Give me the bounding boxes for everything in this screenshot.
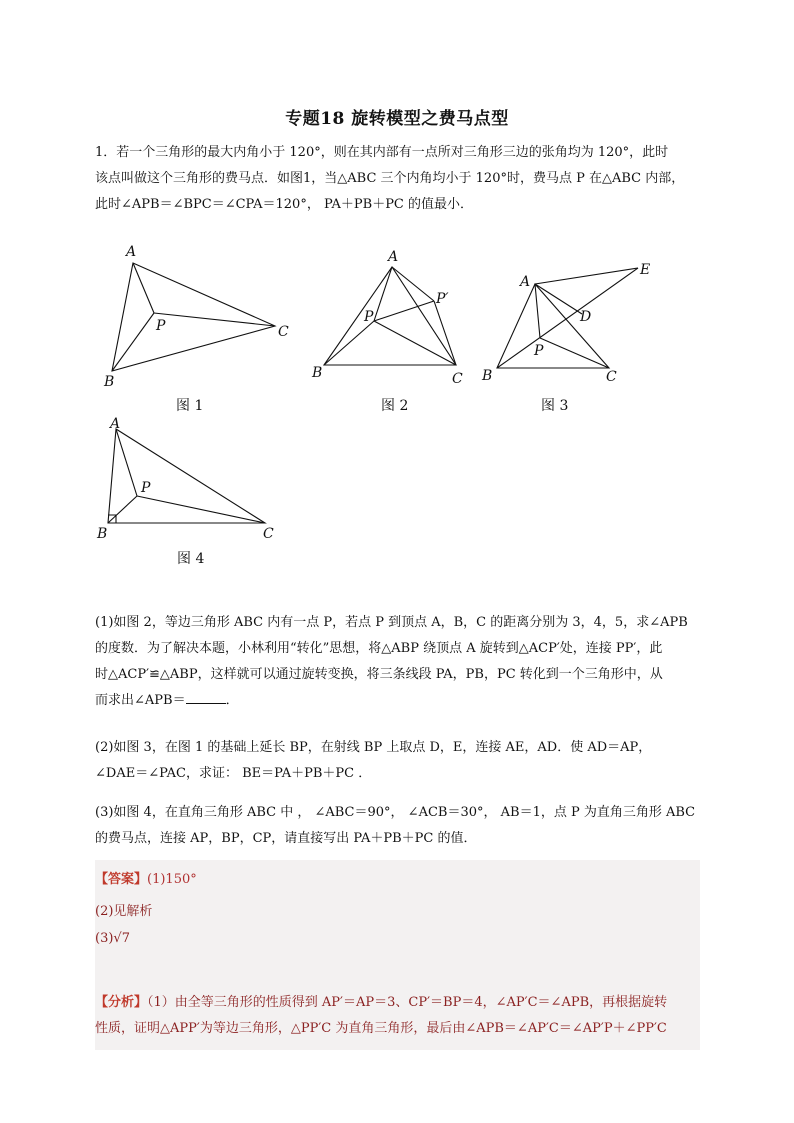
figure-3 xyxy=(480,258,660,388)
fig1-line-pc xyxy=(154,313,275,326)
fig3-label-b: B xyxy=(482,368,493,384)
fig3-line-ae xyxy=(535,268,638,284)
fig3-line-ad xyxy=(535,284,582,314)
question-2 xyxy=(95,735,705,787)
page-title: 专题18 旋转模型之费马点型 xyxy=(285,109,509,129)
fig4-label-b: B xyxy=(97,526,108,542)
fig3-caption: 图 3 xyxy=(541,398,569,414)
answer-tag: 【答案】 xyxy=(95,872,148,887)
q2-line-2: ∠DAE＝∠PAC，求证： BE＝PA＋PB＋PC ． xyxy=(95,766,372,781)
q1-line-4-prefix: 而求出∠APB＝ xyxy=(95,693,186,708)
fig2-line-pb xyxy=(324,321,374,365)
analysis-line-1 xyxy=(95,990,703,1016)
fig3-label-d: D xyxy=(580,309,592,325)
fig2-label-p: P xyxy=(364,309,374,325)
question-3 xyxy=(95,800,705,852)
fig4-line-pc xyxy=(137,496,265,523)
fig1-label-c: C xyxy=(278,324,289,340)
figure-1 xyxy=(100,240,300,390)
fig3-line-ap xyxy=(535,284,540,338)
fig4-triangle xyxy=(108,429,265,523)
fig4-label-a: A xyxy=(110,416,121,432)
fig4-label-p: P xyxy=(141,480,151,496)
fig2-label-p-prime: P′ xyxy=(436,291,449,307)
fig3-label-e: E xyxy=(640,262,651,278)
fig2-line-pa xyxy=(374,267,392,321)
fig2-label-a: A xyxy=(388,249,399,265)
answer-1-text: (1)150° xyxy=(147,872,197,887)
fig3-line-pc xyxy=(540,338,609,368)
q3-line-1: (3)如图 4，在直角三角形 ABC 中 ， ∠ABC＝90°， ∠ACB＝30°， AB＝1，点 P 为直角三角形 ABC xyxy=(95,805,696,820)
fig3-label-p: P xyxy=(534,343,544,359)
intro-line-1: 1．若一个三角形的最大内角小于 120°，则在其内部有一点所对三角形三边的张角均为 120°，此时 xyxy=(95,145,669,160)
analysis-tag: 【分析】 xyxy=(95,995,148,1010)
q1-line-4-suffix: ． xyxy=(225,693,239,708)
fig3-label-a: A xyxy=(520,274,531,290)
fig4-caption: 图 4 xyxy=(177,551,205,567)
q1-line-3: 时△ACP′≌△ABP，这样就可以通过旋转变换，将三条线段 PA，PB，PC 转化到一个三角形中，从 xyxy=(95,667,663,682)
fig1-caption: 图 1 xyxy=(176,398,204,414)
fig1-label-p: P xyxy=(156,318,166,334)
answer-1 xyxy=(95,868,197,887)
q1-line-4 xyxy=(95,688,705,714)
intro-paragraph xyxy=(95,140,705,218)
fig4-label-c: C xyxy=(263,526,274,542)
fig3-triangle xyxy=(497,284,609,368)
fig4-line-pa xyxy=(116,429,137,496)
fig2-caption: 图 2 xyxy=(381,398,409,414)
figure-2 xyxy=(310,245,480,390)
analysis-line-2: 性质，证明△APP′为等边三角形，△PP′C 为直角三角形，最后由∠APB＝∠AP′C＝∠AP′P＋∠PP′C xyxy=(95,1021,667,1036)
answer-2: (2)见解析 xyxy=(95,904,153,919)
intro-line-2: 该点叫做这个三角形的费马点．如图1，当△ABC 三个内角均小于 120°时，费马点 P 在△ABC 内部， xyxy=(95,171,685,186)
answer-3: (3)√7 xyxy=(95,931,130,946)
q1-line-1: (1)如图 2，等边三角形 ABC 内有一点 P，若点 P 到顶点 A，B，C 的距离分别为 3，4，5，求∠APB xyxy=(95,615,688,630)
analysis-line-1-text: （1）由全等三角形的性质得到 AP′＝AP＝3、CP′＝BP＝4，∠AP′C＝∠APB，再根据旋转 xyxy=(147,995,668,1010)
q1-line-2: 的度数．为了解决本题，小林利用“转化”思想，将△ABP 绕顶点 A 旋转到△ACP′处，连接 PP′，此 xyxy=(95,641,663,656)
q2-line-1: (2)如图 3，在图 1 的基础上延长 BP，在射线 BP 上取点 D，E，连接 AE，AD．使 AD＝AP， xyxy=(95,740,652,755)
fig1-label-a: A xyxy=(126,244,137,260)
fig1-line-pb xyxy=(112,313,154,371)
figure-4 xyxy=(95,412,290,547)
intro-line-3: 此时∠APB＝∠BPC＝∠CPA＝120°， PA＋PB＋PC 的值最小． xyxy=(95,197,474,212)
fig2-label-b: B xyxy=(312,365,323,381)
fig1-label-b: B xyxy=(104,374,115,390)
fig4-line-pb xyxy=(108,496,137,523)
fig3-line-be xyxy=(497,268,638,368)
q1-answer-blank xyxy=(186,689,226,704)
fig3-label-c: C xyxy=(606,369,617,385)
fig2-label-c: C xyxy=(452,371,463,387)
q3-line-2: 的费马点，连接 AP，BP，CP，请直接写出 PA＋PB＋PC 的值． xyxy=(95,831,477,846)
question-1 xyxy=(95,610,705,714)
analysis xyxy=(95,990,703,1042)
fig2-line-ap2 xyxy=(392,267,434,301)
